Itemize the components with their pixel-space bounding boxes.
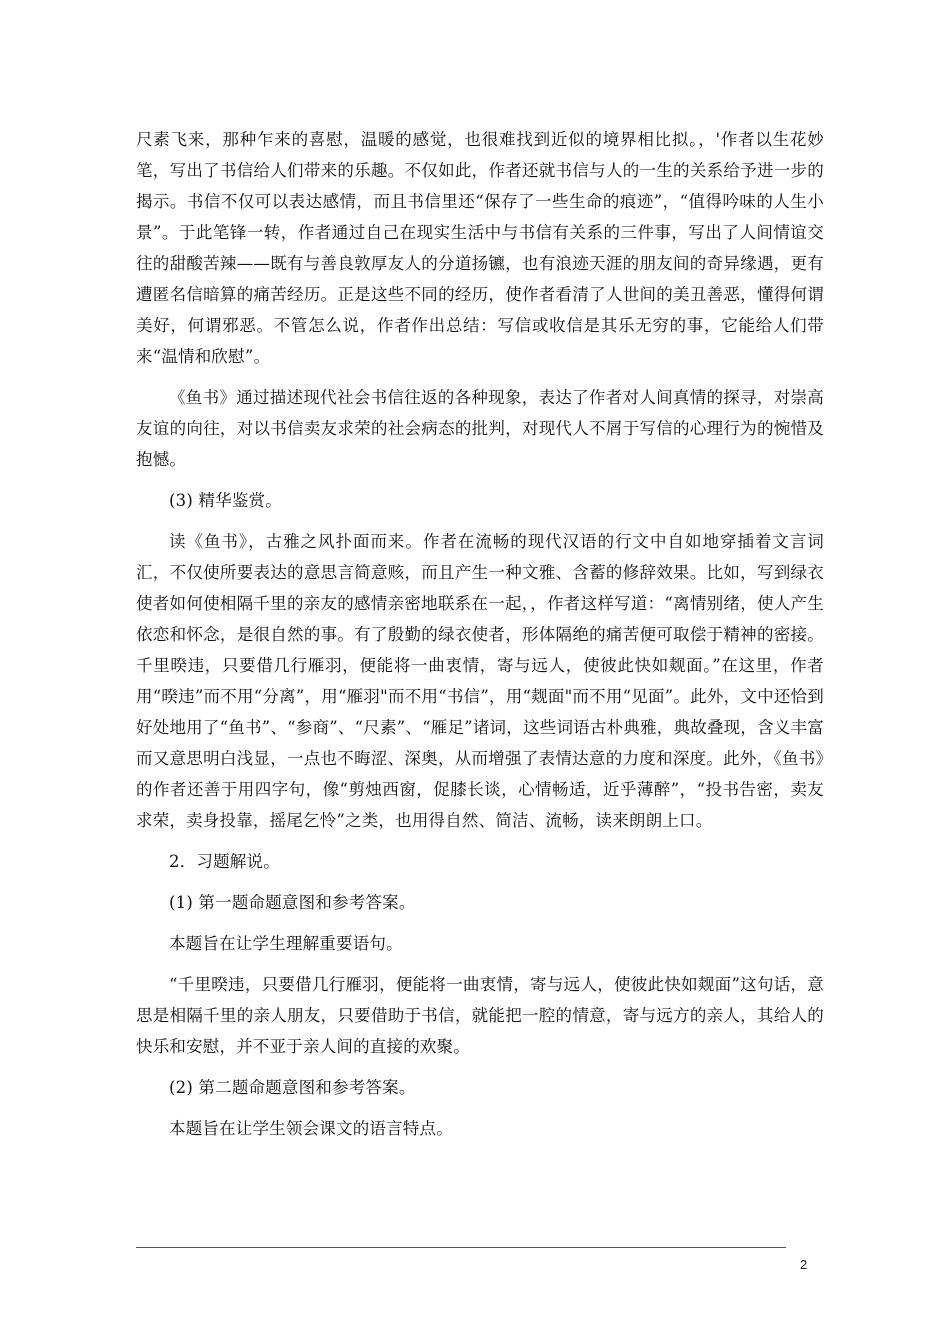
section-heading-appreciation: (3) 精华鉴赏。 [169, 491, 282, 510]
section-heading-exercises: 2．习题解说。 [169, 852, 280, 871]
paragraph-question-2-aim: 本题旨在让学生领会课文的语言特点。 [169, 1119, 453, 1138]
paragraph-summary: 《鱼书》通过描述现代社会书信往返的各种现象，表达了作者对人间真情的探寻，对崇高友谊的向往，对以书信卖友求荣的社会病态的批判，对现代人不屑于写信的心理行为的惋惜及抱憾。 [136, 388, 824, 469]
page-number: 2 [800, 1257, 808, 1272]
footer-divider [136, 1247, 786, 1248]
subheading-question-1: (1) 第一题命题意图和参考答案。 [169, 893, 416, 912]
paragraph-continuation: 尺素飞来，那种乍来的喜慰，温暖的感觉，也很难找到近似的境界相比拟。，'作者以生花妙笔，写出了书信给人们带来的乐趣。不仅如此，作者还就书信与人的一生的关系给予进一步的揭示。书信不仅可以表达感情，而且书信里还“保存了一些生命的痕迹”，“值得吟味的人生小景”。于此笔锋一转，作者通过自己在现实生活中与书信有关系的三件事，写出了人间情谊交往的甜酸苦辣——既有与善良敦厚友人的分道扬镳，也有浪迹天涯的朋友间的奇异缘遇，更有遭匿名信暗算的痛苦经历。正是这些不同的经历，使作者看清了人世间的美丑善恶，懂得何谓美好，何谓邪恶。不管怎么说，作者作出总结：写信或收信是其乐无穷的事，它能给人们带来“温情和欣慰”。 [136, 130, 824, 366]
paragraph-question-1-answer: “千里暌违，只要借几行雁羽，便能将一曲衷情，寄与远人，使彼此快如觌面”这句话，意思是相隔千里的亲人朋友，只要借助于书信，就能把一腔的情意，寄与远方的亲人，其给人的快乐和安慰，并不亚于亲人间的直接的欢聚。 [136, 975, 824, 1056]
paragraph-question-1-aim: 本题旨在让学生理解重要语句。 [169, 934, 403, 953]
subheading-question-2: (2) 第二题命题意图和参考答案。 [169, 1078, 416, 1097]
paragraph-appreciation: 读《鱼书》，古雅之风扑面而来。作者在流畅的现代汉语的行文中自如地穿插着文言词汇，不仅使所要表达的意思言简意赅，而且产生一种文雅、含蓄的修辞效果。比如，写到绿衣使者如何使相隔千里的亲友的感情亲密地联系在一起，，作者这样写道：“离情别绪，使人产生依恋和怀念，是很自然的事。有了殷勤的绿衣使者，形体隔绝的痛苦便可取偿于精神的密接。千里暌违，只要借几行雁羽，便能将一曲衷情，寄与远人，使彼此快如觌面。”在这里，作者用“暌违”而不用“分离”，用“雁羽"而不用“书信”，用“觌面"而不用“见面”。此外，文中还恰到好处地用了“鱼书”、“参商”、“尺素”、“雁足”诸词，这些词语古朴典雅，典故叠现，含义丰富而又意思明白浅显，一点也不晦涩、深奥，从而增强了表情达意的力度和深度。此外，《鱼书》的作者还善于用四字句，像“剪烛西窗，促膝长谈，心情畅适，近乎薄醉”，“投书告密，卖友求荣，卖身投靠，摇尾乞怜”之类，也用得自然、简洁、流畅，读来朗朗上口。 [136, 532, 824, 830]
document-body [136, 124, 824, 1154]
